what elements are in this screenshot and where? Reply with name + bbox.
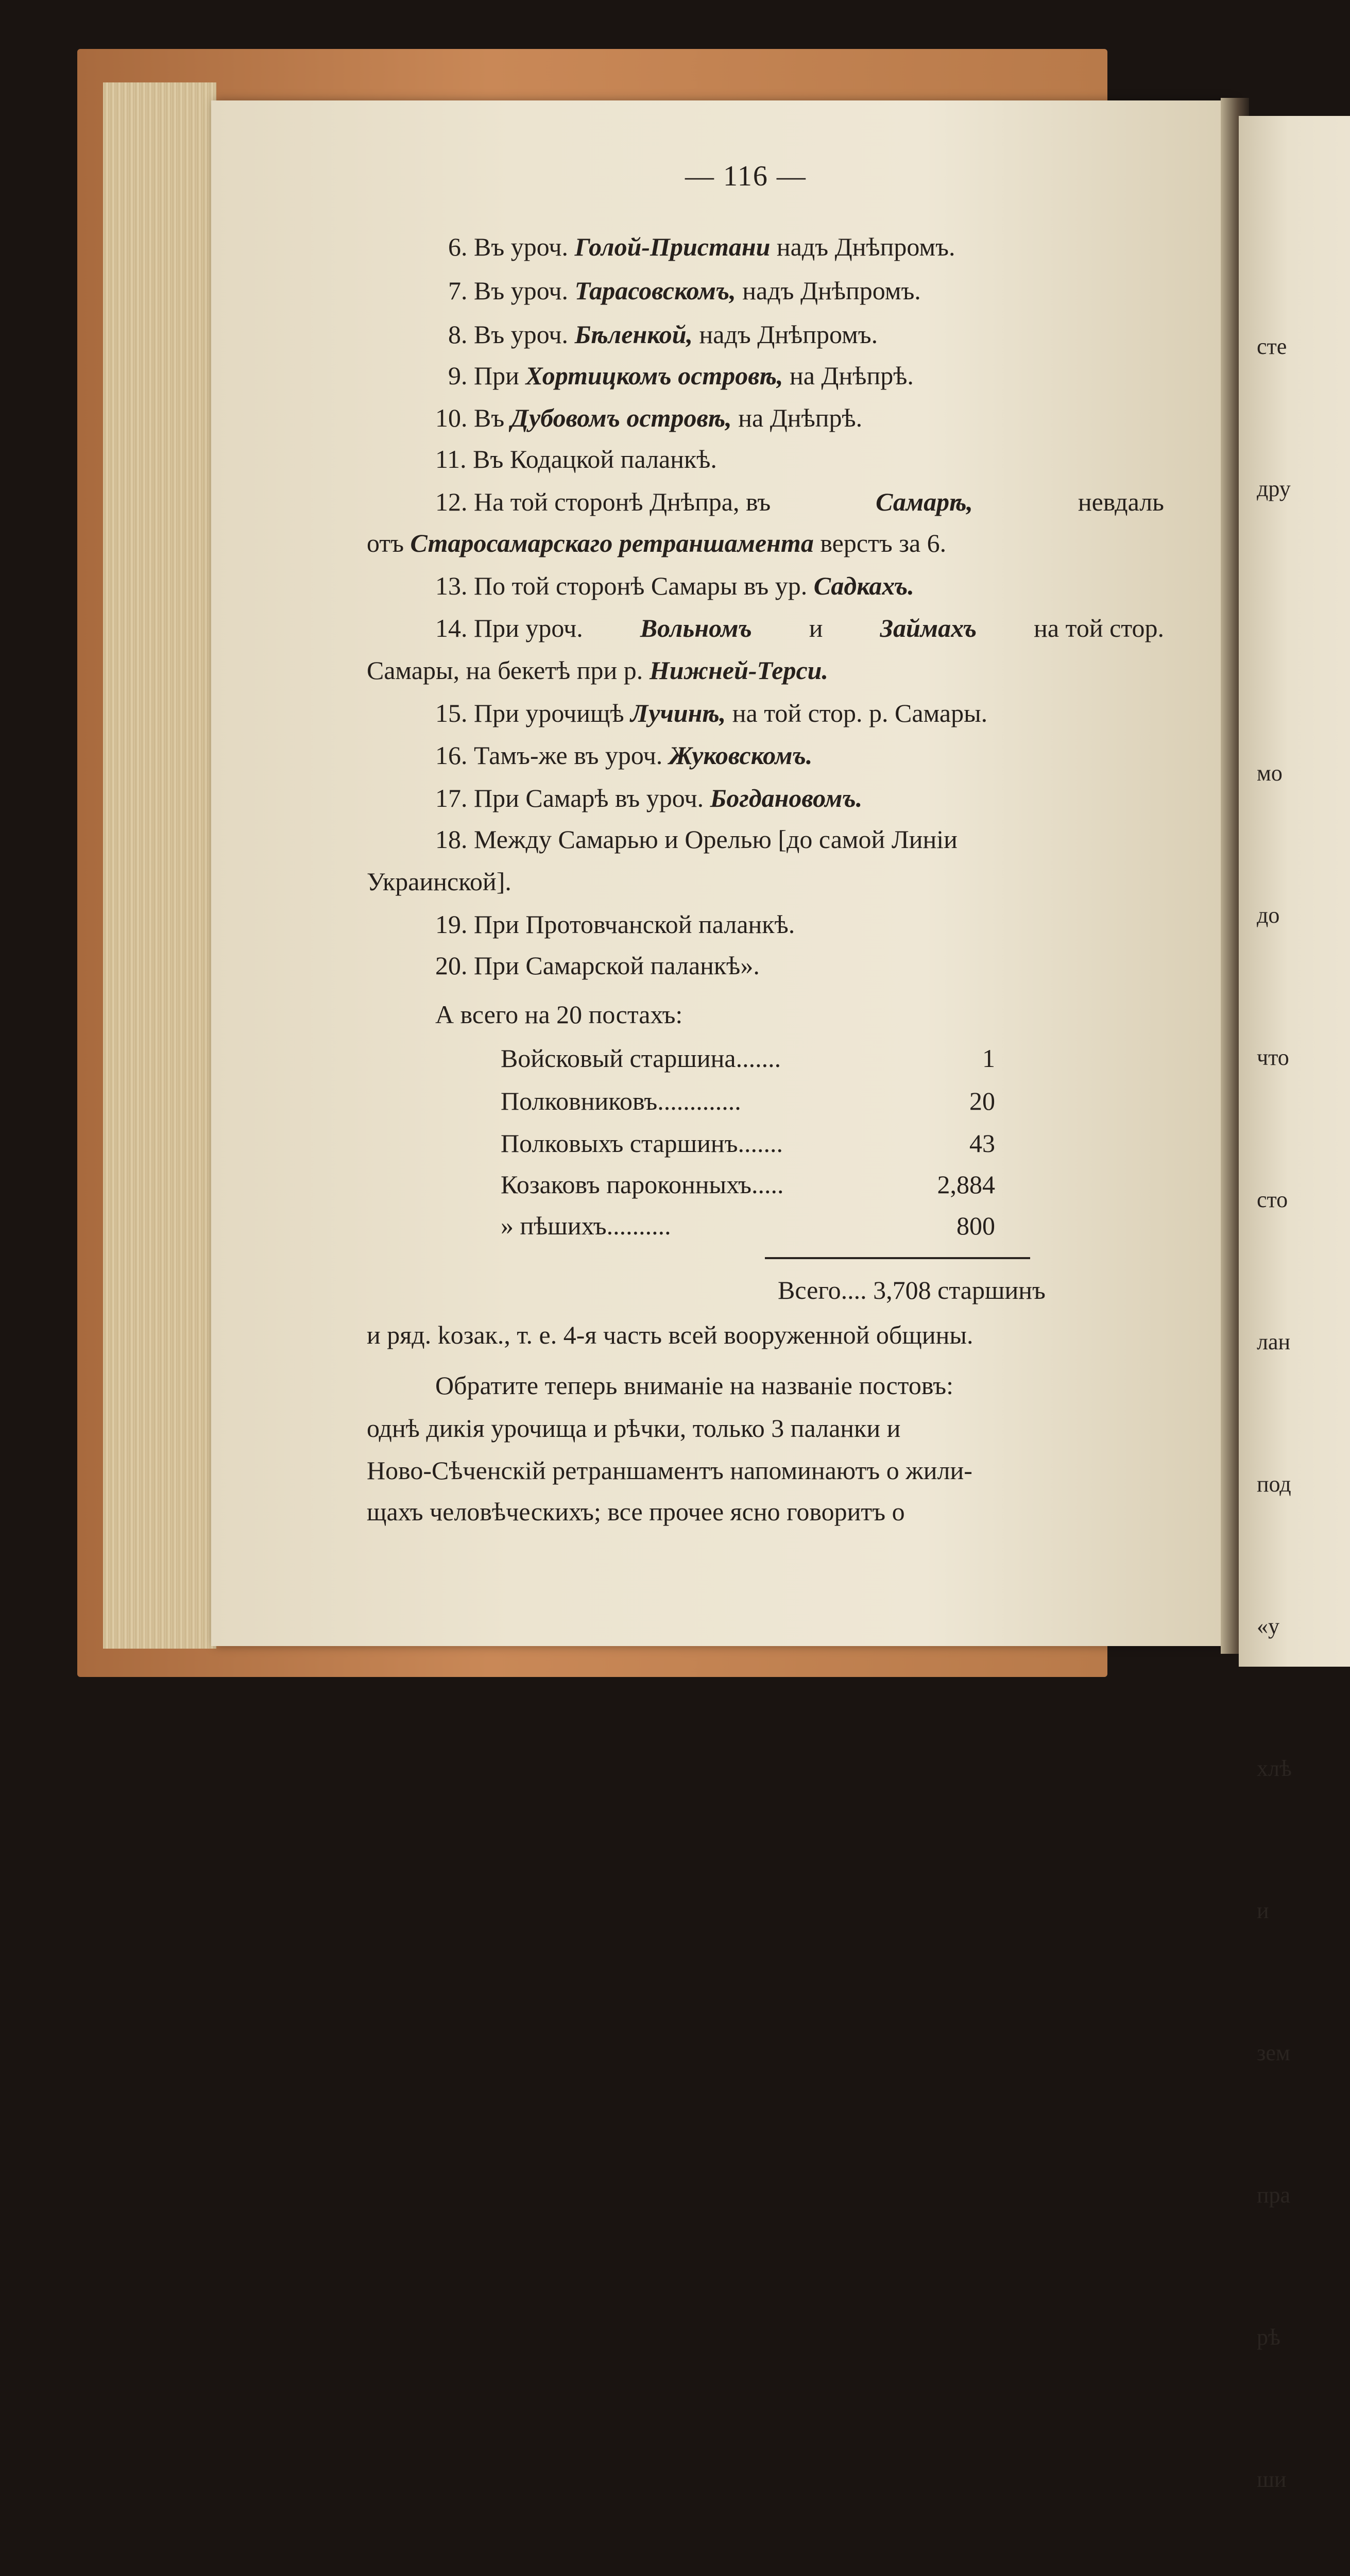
fragment: что	[1257, 1045, 1289, 1070]
place-name: Садкахъ.	[813, 571, 914, 600]
total-value: 800	[956, 1211, 995, 1240]
total-value: 20	[969, 1087, 995, 1115]
post-number: 6.	[448, 232, 468, 261]
post-text: на той стор.	[1034, 614, 1164, 642]
post-text: Въ Кодацкой паланкѣ.	[473, 445, 717, 473]
fragment: зем	[1257, 2040, 1290, 2065]
place-name: Вольномъ	[640, 614, 752, 642]
page-edges	[103, 82, 216, 1649]
post-line	[448, 232, 955, 262]
total-value: 1	[982, 1044, 995, 1073]
post-text: 15. При урочищѣ	[435, 699, 624, 727]
total-label: Полковниковъ.............	[501, 1087, 741, 1115]
post-14-line1	[435, 613, 1164, 643]
place-name: Богдановомъ.	[710, 784, 863, 812]
post-text: и	[809, 614, 823, 642]
post-19: 19. При Протовчанской паланкѣ.	[435, 910, 795, 939]
post-text: на той стор. р. Самары.	[732, 699, 988, 727]
place-name: Голой-Пристани	[574, 232, 771, 261]
post-text: невдаль	[1078, 487, 1164, 516]
grand-total: Всего.... 3,708 старшинъ	[778, 1276, 1046, 1304]
post-15	[435, 698, 987, 728]
after-total: и ряд. kозак., т. е. 4-я часть всей вооруженной общины.	[367, 1320, 973, 1349]
total-value: 43	[969, 1129, 995, 1158]
total-label: Войсковый старшина.......	[501, 1044, 781, 1073]
post-text: надъ Днѣпромъ.	[742, 276, 921, 305]
right-page-text	[1257, 228, 1292, 2576]
post-13	[435, 571, 914, 601]
total-label: Козаковъ пароконныхъ.....	[501, 1170, 784, 1199]
summary-intro: А всего на 20 постахъ:	[435, 1000, 683, 1029]
fragment: и	[1257, 1898, 1269, 1923]
place-name: Жуковскомъ.	[669, 741, 813, 770]
post-text: отъ	[367, 529, 404, 557]
post-text: Въ уроч.	[474, 320, 569, 349]
post-14-line2	[367, 655, 828, 685]
post-12-line2	[367, 528, 946, 558]
post-text: на Днѣпрѣ.	[789, 361, 914, 390]
post-text: 13. По той сторонѣ Самары въ ур.	[435, 571, 808, 600]
post-text: Въ	[474, 403, 505, 432]
fragment: хлѣ	[1257, 1756, 1292, 1781]
post-text: 14. При уроч.	[435, 614, 583, 642]
post-text: Въ уроч.	[474, 232, 569, 261]
place-name: Нижней-Терси.	[649, 656, 828, 685]
post-line	[448, 361, 914, 391]
post-text: 17. При Самарѣ въ уроч.	[435, 784, 704, 812]
fragment: под	[1257, 1471, 1291, 1497]
place-name: Дубовомъ островѣ,	[510, 403, 732, 432]
post-12-line1	[435, 487, 1164, 517]
paragraph-line: однѣ дикія урочища и рѣчки, только 3 паланки и	[367, 1414, 901, 1443]
paragraph-text: Обратите теперь вниманіе на названіе постовъ:	[435, 1371, 953, 1400]
place-name: Старосамарскаго ретраншамента	[410, 529, 814, 557]
post-text: на Днѣпрѣ.	[738, 403, 863, 432]
place-name: Займахъ	[880, 614, 977, 642]
place-name: Бѣленкой,	[574, 320, 693, 349]
post-number: 10.	[435, 403, 468, 432]
fragment: рѣ	[1257, 2325, 1280, 2350]
post-text: 12. На той сторонѣ Днѣпра, въ	[435, 487, 771, 516]
fragment: сто	[1257, 1187, 1288, 1212]
post-16	[435, 740, 812, 770]
post-number: 11.	[435, 445, 467, 473]
post-line	[448, 276, 921, 306]
post-line	[435, 444, 717, 474]
fragment: до	[1257, 903, 1280, 928]
post-18-line2: Украинской].	[367, 867, 511, 896]
place-name: Самарѣ,	[876, 487, 973, 516]
fragment	[1257, 607, 1292, 655]
post-text: верстъ за 6.	[820, 529, 947, 557]
place-name: Лучинѣ,	[630, 699, 726, 727]
post-line	[435, 403, 862, 433]
place-name: Тарасовскомъ,	[574, 276, 736, 305]
post-number: 7.	[448, 276, 468, 305]
post-text: 16. Тамъ-же въ уроч.	[435, 741, 663, 770]
post-line	[448, 319, 878, 349]
post-number: 9.	[448, 361, 468, 390]
post-17	[435, 783, 862, 813]
paragraph-line: Ново-Сѣченскій ретраншаментъ напоминаютъ о жили-	[367, 1456, 972, 1485]
fragment: сте	[1257, 334, 1287, 359]
fragment: дру	[1257, 476, 1291, 501]
post-20: 20. При Самарской паланкѣ».	[435, 951, 760, 980]
post-number: 8.	[448, 320, 468, 349]
page-number: — 116 —	[685, 160, 807, 192]
fragment: пра	[1257, 2182, 1291, 2208]
paragraph-line: щахъ человѣческихъ; все прочее ясно говоритъ о	[367, 1497, 905, 1526]
post-text: надъ Днѣпромъ.	[699, 320, 878, 349]
post-18-line1: 18. Между Самарью и Орелью [до самой Линіи	[435, 825, 958, 854]
paragraph-line	[435, 1370, 1164, 1400]
post-text: При	[474, 361, 519, 390]
fragment: мо	[1257, 760, 1283, 786]
right-page	[1239, 116, 1350, 1667]
post-text: Въ уроч.	[474, 276, 569, 305]
total-label: Полковыхъ старшинъ.......	[501, 1129, 783, 1158]
total-label: » пѣшихъ..........	[501, 1211, 671, 1240]
fragment: ши	[1257, 2467, 1287, 2492]
place-name: Хортицкомъ островѣ,	[525, 361, 783, 390]
fragment: лан	[1257, 1329, 1291, 1354]
post-text: Самары, на бекетѣ при р.	[367, 656, 643, 685]
fragment: «у	[1257, 1614, 1279, 1639]
sum-rule	[765, 1257, 1030, 1259]
total-value: 2,884	[937, 1170, 995, 1199]
post-text: надъ Днѣпромъ.	[776, 232, 955, 261]
